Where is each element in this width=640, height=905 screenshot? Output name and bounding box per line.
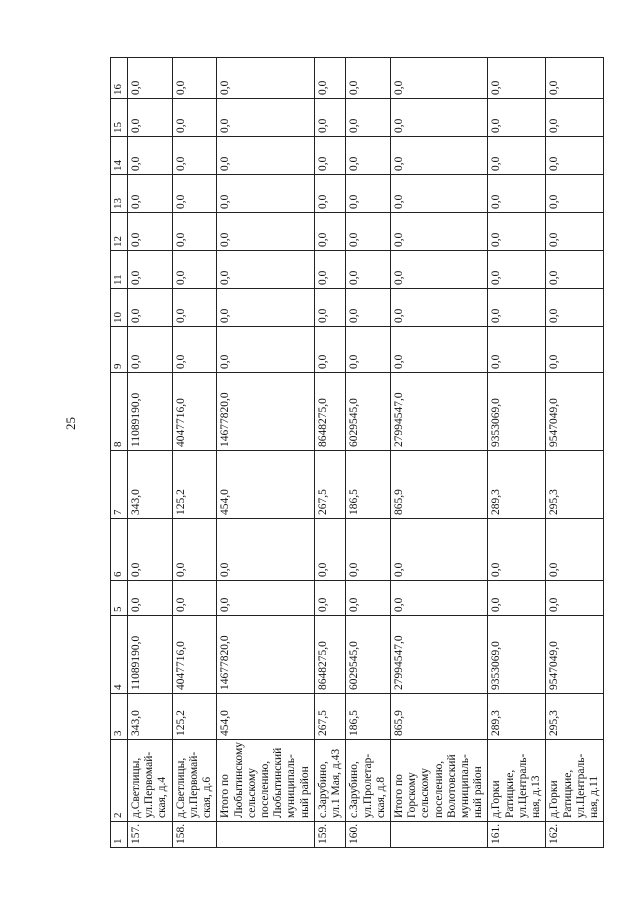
table-cell: 0,0 [346, 519, 391, 581]
table-cell: 0,0 [390, 519, 488, 581]
table-cell: 865,9 [390, 451, 488, 519]
table-cell: 0,0 [390, 251, 488, 289]
table-cell: 267,5 [314, 451, 345, 519]
table-cell: 0,0 [217, 137, 315, 175]
table-cell: 295,3 [546, 694, 604, 740]
rotated-table-wrapper [110, 58, 604, 848]
col-header: 12 [111, 213, 128, 251]
table-cell: 0,0 [546, 251, 604, 289]
table-cell: 0,0 [488, 289, 546, 327]
header-row [111, 58, 128, 848]
table-cell: 0,0 [390, 289, 488, 327]
col-header: 2 [111, 740, 128, 822]
table-cell: д.Горки Ратицкие, ул.Централь-ная, д.13 [488, 740, 546, 822]
table-cell: Итого по Любытинскому сельскому поселению, Любытинский муниципаль-ный район [217, 740, 315, 822]
table-cell: Итого по Горскому сельскому поселению, Волотовский муниципаль-ный район [390, 740, 488, 822]
table-cell: 160. [346, 822, 391, 848]
table-cell: д.Светлицы, ул.Первомай-ская, д.4 [128, 740, 173, 822]
table-cell: 0,0 [172, 289, 217, 327]
table-cell: 0,0 [346, 289, 391, 327]
col-header: 13 [111, 175, 128, 213]
table-cell: 0,0 [546, 99, 604, 137]
table-cell: 0,0 [128, 99, 173, 137]
table-cell: 0,0 [488, 213, 546, 251]
table-cell: д.Горки Ратицкие, ул.Централь-ная, д.11 [546, 740, 604, 822]
table-cell: с.Зарубино, ул.1 Мая, д.43 [314, 740, 345, 822]
table-cell: 0,0 [546, 137, 604, 175]
table-cell: 14677820,0 [217, 616, 315, 694]
table-cell: с.Зарубино, ул.Пролетар-ская, д.8 [346, 740, 391, 822]
table-cell: 454,0 [217, 694, 315, 740]
table-cell: 9353069,0 [488, 373, 546, 451]
table-cell: 0,0 [128, 519, 173, 581]
table-cell: 0,0 [128, 289, 173, 327]
table-cell [390, 822, 488, 848]
table-cell: 0,0 [346, 251, 391, 289]
col-header: 6 [111, 519, 128, 581]
table-cell: 0,0 [172, 251, 217, 289]
table-cell: 9547049,0 [546, 616, 604, 694]
table-cell: 0,0 [546, 175, 604, 213]
table-cell: 0,0 [488, 175, 546, 213]
col-header: 11 [111, 251, 128, 289]
table-cell: 8648275,0 [314, 616, 345, 694]
table-cell: 0,0 [128, 213, 173, 251]
table-cell: 0,0 [128, 251, 173, 289]
table-cell: 0,0 [546, 289, 604, 327]
table-cell: 0,0 [390, 581, 488, 616]
table-row [390, 58, 488, 848]
col-header: 10 [111, 289, 128, 327]
table-cell: 267,5 [314, 694, 345, 740]
table-cell: 0,0 [346, 99, 391, 137]
table-cell: 0,0 [172, 581, 217, 616]
table-cell: 0,0 [217, 327, 315, 373]
table-cell: 9547049,0 [546, 373, 604, 451]
table-cell: 0,0 [172, 137, 217, 175]
col-header: 14 [111, 137, 128, 175]
table-row [217, 58, 315, 848]
table-cell: 0,0 [390, 175, 488, 213]
table-cell: 0,0 [390, 99, 488, 137]
col-header: 5 [111, 581, 128, 616]
table-row [346, 58, 391, 848]
table-cell: 0,0 [128, 327, 173, 373]
table-cell: 0,0 [488, 519, 546, 581]
table-cell: 0,0 [314, 519, 345, 581]
table-cell: 0,0 [546, 519, 604, 581]
table-cell: 0,0 [217, 289, 315, 327]
table-cell: 0,0 [346, 175, 391, 213]
table-cell: 0,0 [314, 137, 345, 175]
table-cell: 0,0 [346, 581, 391, 616]
col-header: 4 [111, 616, 128, 694]
table-cell: 289,3 [488, 451, 546, 519]
table-cell: 0,0 [546, 327, 604, 373]
table-cell: 0,0 [488, 251, 546, 289]
table-cell: 0,0 [546, 58, 604, 99]
table-cell: 0,0 [488, 581, 546, 616]
table-cell: 162. [546, 822, 604, 848]
table-cell: 4047716,0 [172, 616, 217, 694]
table-cell: 0,0 [217, 213, 315, 251]
table-cell: 0,0 [128, 581, 173, 616]
table-cell: 0,0 [346, 58, 391, 99]
table-cell: 0,0 [314, 327, 345, 373]
table-cell: 4047716,0 [172, 373, 217, 451]
table-cell: 0,0 [217, 58, 315, 99]
data-table [110, 57, 604, 848]
table-cell: 0,0 [314, 213, 345, 251]
table-cell: 6029545,0 [346, 616, 391, 694]
table-row [314, 58, 345, 848]
table-cell: 0,0 [217, 519, 315, 581]
table-cell: 0,0 [314, 251, 345, 289]
col-header: 3 [111, 694, 128, 740]
table-cell: 0,0 [314, 175, 345, 213]
table-cell: 0,0 [217, 175, 315, 213]
table-cell: 343,0 [128, 451, 173, 519]
col-header: 7 [111, 451, 128, 519]
table-cell: д.Светлицы, ул.Первомай-ская, д.6 [172, 740, 217, 822]
table-cell: 6029545,0 [346, 373, 391, 451]
table-cell: 0,0 [546, 581, 604, 616]
table-cell: 0,0 [346, 213, 391, 251]
col-header: 8 [111, 373, 128, 451]
table-cell: 0,0 [488, 58, 546, 99]
col-header: 16 [111, 58, 128, 99]
table-cell: 158. [172, 822, 217, 848]
table-cell: 0,0 [172, 327, 217, 373]
table-cell: 27994547,0 [390, 373, 488, 451]
table-cell: 0,0 [172, 213, 217, 251]
table-cell: 159. [314, 822, 345, 848]
table-cell: 11089190,0 [128, 616, 173, 694]
table-cell: 125,2 [172, 451, 217, 519]
table-cell: 0,0 [346, 137, 391, 175]
page-number: 25 [63, 417, 78, 430]
table-cell: 865,9 [390, 694, 488, 740]
table-row [488, 58, 546, 848]
table-cell: 8648275,0 [314, 373, 345, 451]
table-cell [217, 822, 315, 848]
table-cell: 125,2 [172, 694, 217, 740]
table-row [128, 58, 173, 848]
table-cell: 161. [488, 822, 546, 848]
table-cell: 0,0 [390, 137, 488, 175]
table-cell: 0,0 [314, 58, 345, 99]
table-cell: 0,0 [217, 581, 315, 616]
table-cell: 0,0 [390, 58, 488, 99]
table-cell: 0,0 [314, 289, 345, 327]
table-cell: 343,0 [128, 694, 173, 740]
table-row [546, 58, 604, 848]
table-cell: 0,0 [314, 99, 345, 137]
table-cell: 289,3 [488, 694, 546, 740]
col-header: 15 [111, 99, 128, 137]
table-cell: 157. [128, 822, 173, 848]
table-cell: 0,0 [172, 175, 217, 213]
table-cell: 0,0 [346, 327, 391, 373]
table-cell: 0,0 [128, 137, 173, 175]
table-cell: 0,0 [546, 213, 604, 251]
table-cell: 0,0 [172, 99, 217, 137]
table-cell: 0,0 [488, 327, 546, 373]
table-cell: 0,0 [172, 519, 217, 581]
table-cell: 0,0 [128, 175, 173, 213]
table-row [172, 58, 217, 848]
col-header: 9 [111, 327, 128, 373]
table-cell: 0,0 [128, 58, 173, 99]
table-cell: 295,3 [546, 451, 604, 519]
table-cell: 454,0 [217, 451, 315, 519]
table-cell: 0,0 [314, 581, 345, 616]
table-cell: 186,5 [346, 451, 391, 519]
table-cell: 0,0 [172, 58, 217, 99]
col-header: 1 [111, 822, 128, 848]
table-cell: 0,0 [390, 327, 488, 373]
table-cell: 0,0 [217, 251, 315, 289]
table-cell: 0,0 [217, 99, 315, 137]
table-cell: 0,0 [488, 137, 546, 175]
table-cell: 0,0 [488, 99, 546, 137]
table-cell: 14677820,0 [217, 373, 315, 451]
table-cell: 11089190,0 [128, 373, 173, 451]
table-cell: 27994547,0 [390, 616, 488, 694]
table-cell: 0,0 [390, 213, 488, 251]
table-cell: 186,5 [346, 694, 391, 740]
table-cell: 9353069,0 [488, 616, 546, 694]
